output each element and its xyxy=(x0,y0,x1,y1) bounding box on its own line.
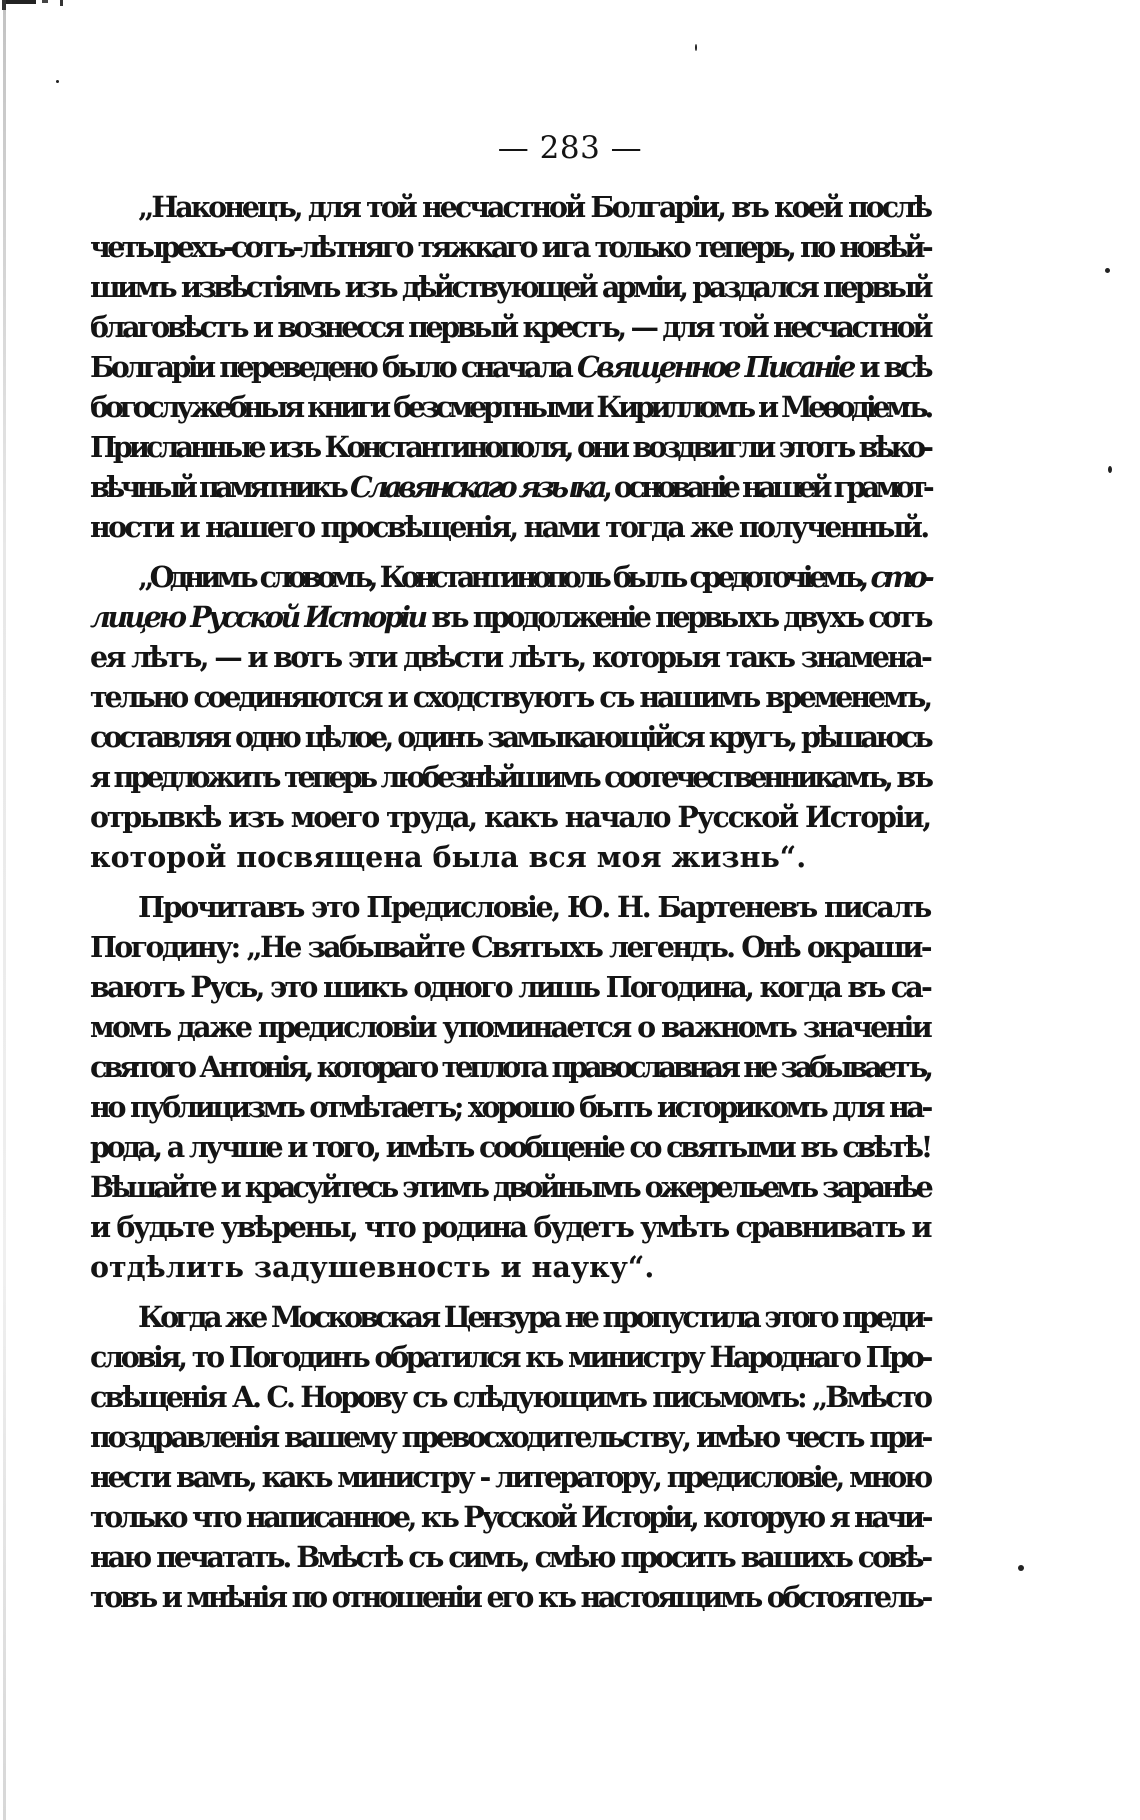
ink-speck xyxy=(1018,1565,1024,1571)
text-line: я предложить теперь любезнѣйшимъ соотечественникамъ, въ xyxy=(90,760,930,794)
text-line: только что написанное, къ Русской Исторіи, которую я начи- xyxy=(90,1500,930,1534)
text-line: лицею Русской Исторіи въ продолженіе первыхъ двухъ сотъ xyxy=(90,600,930,634)
text-line: составляя одно цѣлое, одинъ замыкающійся кругъ, рѣшаюсь xyxy=(90,720,930,754)
text-line: шимъ извѣстіямъ изъ дѣйствующей арміи, раздался первый xyxy=(90,270,930,304)
text-line: вѣчный памятникъ Славянскаго языка, основаніе нашей грамот- xyxy=(90,470,930,504)
text-line: ности и нашего просвѣщенія, нами тогда же полученный. xyxy=(90,510,928,544)
ink-speck xyxy=(695,44,697,51)
ink-speck xyxy=(56,80,59,83)
text-line: Погодину: „Не забывайте Святыхъ легендъ. Онѣ окраши- xyxy=(90,930,930,964)
text-line: Прочитавъ это Предисловіе, Ю. Н. Бартеневъ писалъ xyxy=(138,890,930,924)
italic-title: Священное Писаніе xyxy=(577,350,853,384)
text-line: отдѣлить задушевность и науку“. xyxy=(90,1250,655,1284)
ink-speck xyxy=(1108,466,1112,473)
text-line: но публицизмъ отмѣтаетъ; хорошо быть историкомъ для на- xyxy=(90,1090,930,1124)
text-line: благовѣстъ и вознесся первый крестъ, — для той несчастной xyxy=(90,310,930,344)
paragraph xyxy=(90,887,930,1287)
text-line: момъ даже предисловіи упоминается о важномъ значеніи xyxy=(90,1010,930,1044)
text-line: четырехъ-сотъ-лѣтняго тяжкаго ига только теперь, по новѣй- xyxy=(90,230,930,264)
text-line: поздравленія вашему превосходительству, имѣю честь при- xyxy=(90,1420,930,1454)
italic-title: сто- xyxy=(870,560,930,594)
page-body-text xyxy=(90,187,930,1617)
text-line: ея лѣтъ, — и вотъ эти двѣсти лѣтъ, которыя такъ знамена- xyxy=(90,640,930,674)
text-line: „Однимъ словомъ, Константинополь былъ средоточіемъ, сто- xyxy=(138,560,930,594)
text-line: ваютъ Русь, это шикъ одного лишь Погодина, когда въ са- xyxy=(90,970,930,1004)
text-line: Вѣшайте и красуйтесь этимъ двойнымъ ожерельемъ заранѣе xyxy=(90,1170,930,1204)
text-line: Болгаріи переведено было сначала Священное Писаніе и всѣ xyxy=(90,350,930,384)
italic-title: Славянскаго языка xyxy=(349,470,603,504)
ink-speck xyxy=(1105,268,1110,273)
text-line: наю печатать. Вмѣстѣ съ симъ, смѣю просить вашихъ совѣ- xyxy=(90,1540,930,1574)
text-line: нести вамъ, какъ министру - литератору, предисловіе, мною xyxy=(90,1460,930,1494)
text-line: словія, то Погодинъ обратился къ министру Народнаго Про- xyxy=(90,1340,930,1374)
page-number: — 283 — xyxy=(497,130,643,166)
text-line: и будьте увѣрены, что родина будетъ умѣть сравнивать и xyxy=(90,1210,930,1244)
text-line: богослужебныя книги безсмертными Кирилломъ и Меѳодіемъ. xyxy=(90,390,930,424)
paragraph xyxy=(90,1297,930,1617)
corner-scan-mark xyxy=(2,0,72,10)
page-edge-shadow xyxy=(3,0,6,1820)
text-line: Присланные изъ Константинополя, они воздвигли этотъ вѣко- xyxy=(90,430,930,464)
text-line: „Наконецъ, для той несчастной Болгаріи, въ коей послѣ xyxy=(138,190,930,224)
italic-title: лицею Русской Исторіи xyxy=(90,600,425,634)
text-line: рода, а лучше и того, имѣть сообщеніе со святыми въ свѣтѣ! xyxy=(90,1130,930,1164)
text-line: тельно соединяются и сходствуютъ съ нашимъ временемъ, xyxy=(90,680,930,714)
text-line: святого Антонія, котораго теплота православная не забываетъ, xyxy=(90,1050,930,1084)
paragraph xyxy=(90,557,930,877)
paragraph xyxy=(90,187,930,547)
text-line: Когда же Московская Цензура не пропустила этого преди- xyxy=(138,1300,930,1334)
text-line: свѣщенія А. С. Норову съ слѣдующимъ письмомъ: „Вмѣсто xyxy=(90,1380,930,1414)
text-line: товъ и мнѣнія по отношеніи его къ настоящимъ обстоятель- xyxy=(90,1580,930,1614)
text-line: отрывкѣ изъ моего труда, какъ начало Русской Исторіи, xyxy=(90,800,930,834)
text-line: которой посвящена была вся моя жизнь“. xyxy=(90,840,807,874)
